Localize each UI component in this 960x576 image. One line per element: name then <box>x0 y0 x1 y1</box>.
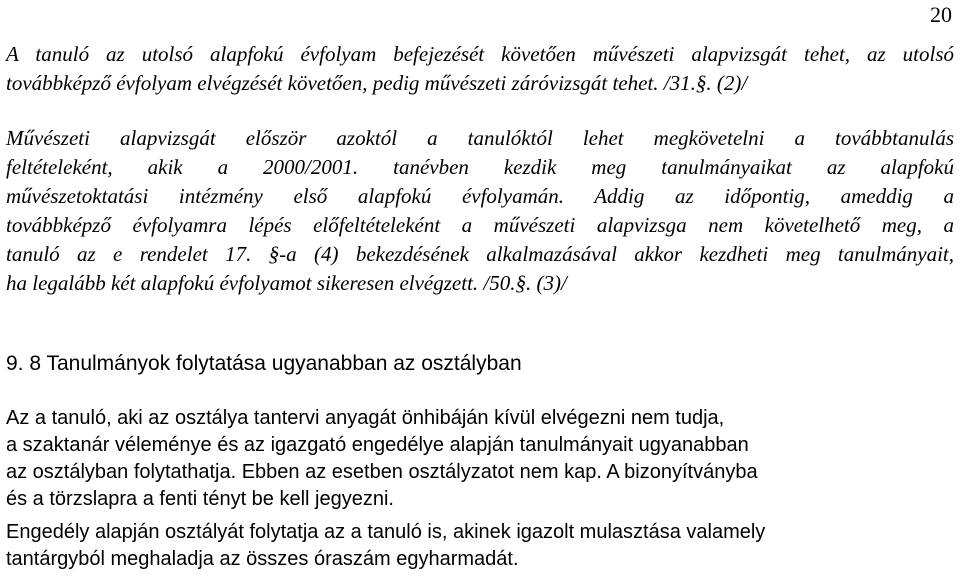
text-line: az osztályban folytathatja. Ebben az esetben osztályzatot nem kap. A bizonyítványba <box>6 461 758 483</box>
text-line: A tanuló az utolsó alapfokú évfolyam befejezését követően művészeti alapvizsgát tehet, az utolsó <box>6 42 954 66</box>
text-line: művészetoktatási intézmény első alapfokú évfolyamán. Addig az időpontig, ameddig a <box>6 184 954 208</box>
page-number: 20 <box>930 2 952 27</box>
text-line: Engedély alapján osztályát folytatja az a tanuló is, akinek igazolt mulasztása valamely <box>6 521 766 543</box>
text-line: tanuló az e rendelet 17. §-a (4) bekezdésének alkalmazásával akkor kezdheti meg tanulmányait, <box>6 242 954 266</box>
text-line: és a törzslapra a fenti tényt be kell jegyezni. <box>6 488 394 510</box>
text-line: a szaktanár véleménye és az igazgató engedélye alapján tanulmányait ugyanabban <box>6 434 749 456</box>
text-line: továbbképző évfolyam elvégzését követően, pedig művészeti záróvizsgát tehet. /31.§. (2)/ <box>6 71 748 95</box>
section-heading: 9. 8 Tanulmányok folytatása ugyanabban az osztályban <box>6 352 522 375</box>
text-line: ha legalább két alapfokú évfolyamot sikeresen elvégzett. /50.§. (3)/ <box>6 271 567 295</box>
paragraph-absence-rule <box>6 519 954 573</box>
paragraph-continuing-studies <box>6 405 954 513</box>
text-line: továbbképző évfolyamra lépés előfeltételeként a művészeti alapvizsga nem követelhető meg, a <box>6 213 954 237</box>
text-line: Művészeti alapvizsgát először azoktól a tanulóktól lehet megkövetelni a továbbtanulás <box>6 126 954 150</box>
paragraph-exam-rules <box>6 40 954 98</box>
text-line: tantárgyból meghaladja az összes óraszám egyharmadát. <box>6 548 519 570</box>
text-line: Az a tanuló, aki az osztálya tantervi anyagát önhibáján kívül elvégezni nem tudja, <box>6 407 725 429</box>
paragraph-basic-exam-requirements <box>6 124 954 298</box>
text-line: feltételeként, akik a 2000/2001. tanévben kezdik meg tanulmányaikat az alapfokú <box>6 155 954 179</box>
